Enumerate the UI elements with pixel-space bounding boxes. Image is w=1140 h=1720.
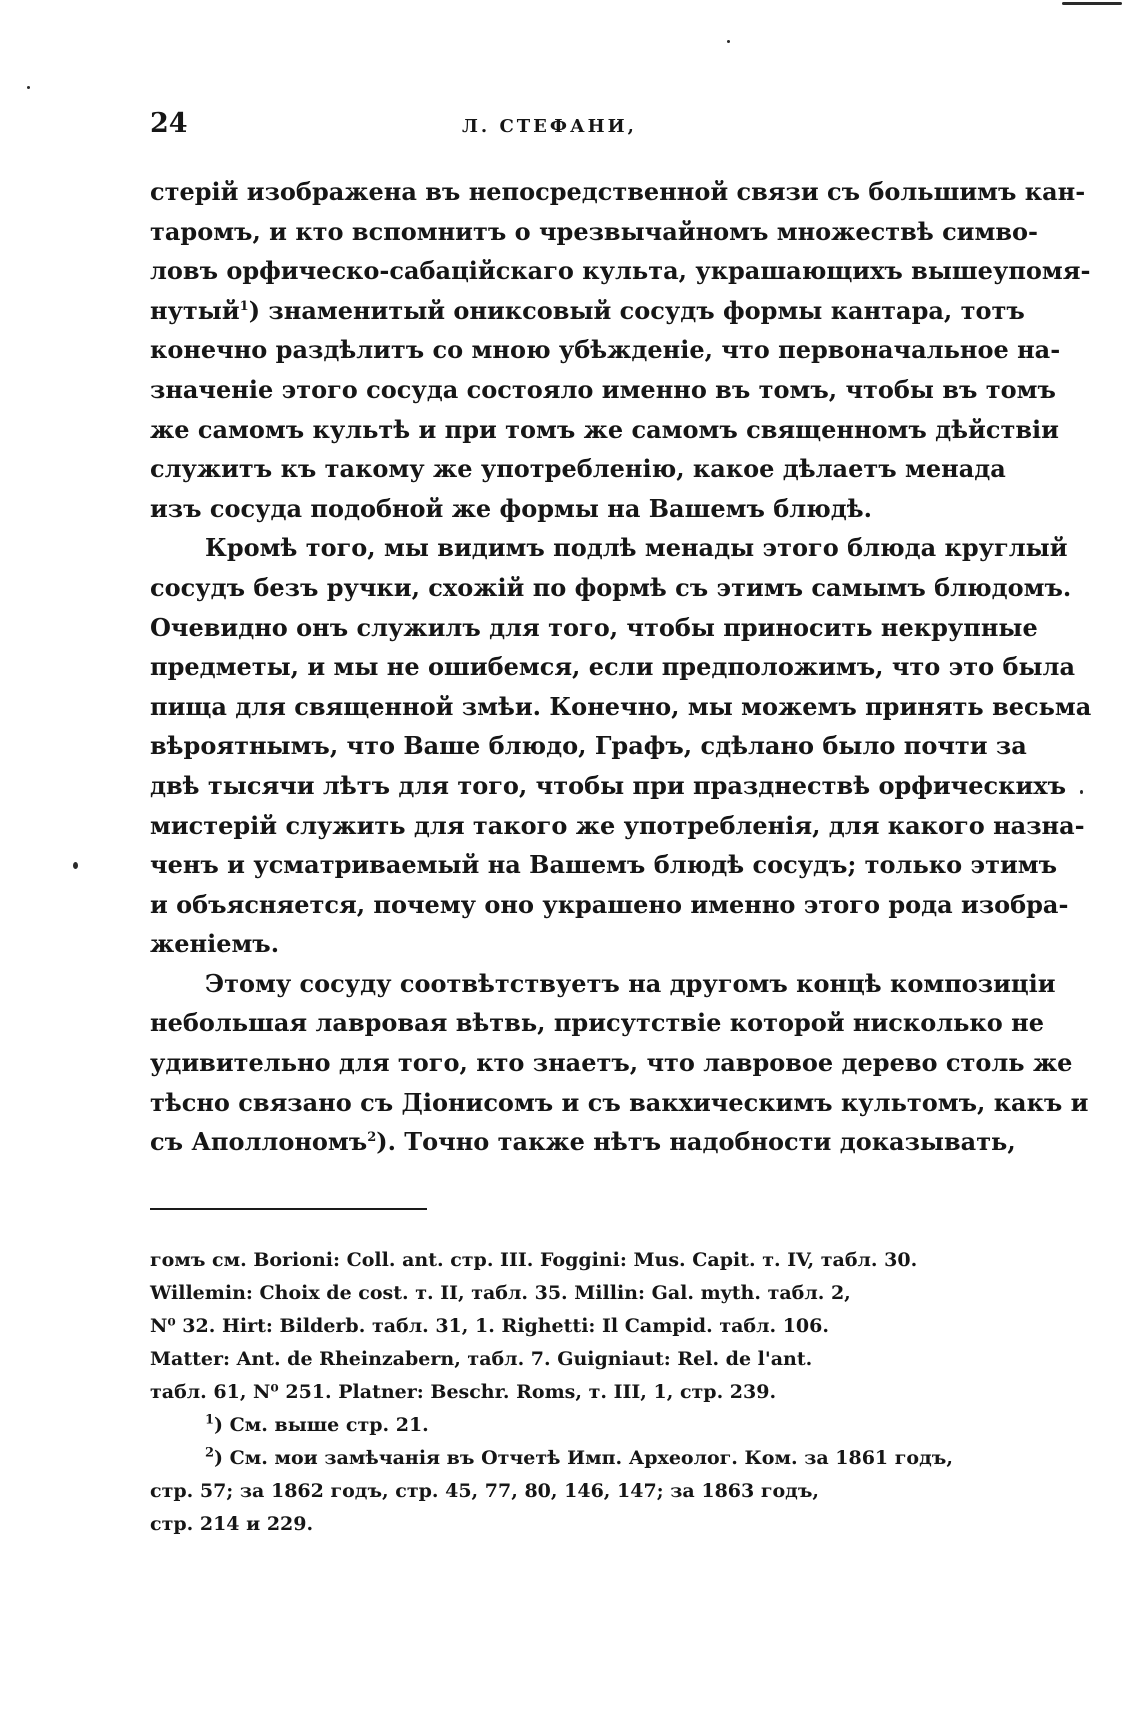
scan-speck	[1080, 790, 1083, 794]
text-line: женіемъ.	[150, 929, 280, 959]
text-fragment: ). Точно также нѣтъ надобности доказывать,	[376, 1127, 1016, 1157]
footnote-line: Willemin: Choix de cost. т. II, табл. 35. Millin: Gal. myth. табл. 2,	[150, 1282, 851, 1304]
text-line: и объясняется, почему оно украшено именно этого рода изобра-	[150, 889, 1069, 919]
text-fragment: ) знаменитый ониксовый сосудъ формы кантара, тотъ	[248, 295, 1025, 325]
footnote-text: ) См. мои замѣчанія въ Отчетѣ Имп. Археолог. Ком. за 1861 годъ,	[214, 1447, 953, 1469]
page-number: 24	[150, 108, 188, 139]
footnote-reference-1: 1	[239, 298, 249, 314]
footnote-2	[150, 1442, 984, 1475]
text-line: вѣроятнымъ, что Ваше блюдо, Графъ, сдѣлано было почти за	[150, 731, 1027, 761]
page-header	[150, 108, 980, 148]
text-line: ченъ и усматриваемый на Вашемъ блюдѣ сосудъ; только этимъ	[150, 850, 1058, 880]
footnotes	[150, 1244, 984, 1541]
text-line: удивительно для того, кто знаетъ, что лавровое дерево столь же	[150, 1048, 1073, 1078]
text-line: тѣсно связано съ Діонисомъ и съ вакхическимъ культомъ, какъ и	[150, 1087, 1089, 1117]
scan-speck	[727, 40, 730, 43]
text-line	[150, 291, 1025, 331]
footnote-1	[150, 1409, 984, 1442]
footnote-line: табл. 61, N⁰ 251. Platner: Beschr. Roms, т. III, 1, стр. 239.	[150, 1381, 777, 1403]
scan-speck	[73, 862, 78, 869]
text-line: же самомъ культѣ и при томъ же самомъ священномъ дѣйствіи	[150, 414, 1059, 444]
scan-speck	[27, 86, 30, 89]
footnote-line: стр. 57; за 1862 годъ, стр. 45, 77, 80, 146, 147; за 1863 годъ,	[150, 1480, 820, 1502]
text-line: конечно раздѣлитъ со мною убѣжденіе, что первоначальное на-	[150, 335, 1061, 365]
body-text	[150, 172, 1092, 1162]
text-line: изъ сосуда подобной же формы на Вашемъ блюдѣ.	[150, 493, 873, 523]
footnote-separator	[150, 1208, 427, 1210]
footnote-marker: 1	[205, 1412, 215, 1428]
footnote-line: N⁰ 32. Hirt: Bilderb. табл. 31, 1. Righetti: Il Campid. табл. 106.	[150, 1315, 829, 1337]
text-fragment: нутый	[150, 295, 240, 325]
text-line: сосудъ безъ ручки, схожій по формѣ съ этимъ самымъ блюдомъ.	[150, 572, 1072, 602]
text-line: мистерій служить для такого же употребленія, для какого назна-	[150, 810, 1085, 840]
text-line: служитъ къ такому же употребленію, какое дѣлаетъ менада	[150, 454, 1006, 484]
paragraph-start: Этому сосуду соотвѣтствуетъ на другомъ концѣ композиціи	[205, 968, 1056, 998]
footnote-line: гомъ см. Borioni: Coll. ant. стр. III. Foggini: Mus. Capit. т. IV, табл. 30.	[150, 1249, 918, 1271]
footnote-text: ) См. выше стр. 21.	[214, 1414, 429, 1436]
text-line: пища для священной змѣи. Конечно, мы можемъ принять весьма	[150, 691, 1092, 721]
footnote-marker: 2	[205, 1445, 215, 1461]
text-line: небольшая лавровая вѣтвь, присутствіе которой нисколько не	[150, 1008, 1044, 1038]
paragraph-start: Кромѣ того, мы видимъ подлѣ менады этого блюда круглый	[205, 533, 1068, 563]
text-line	[150, 1122, 1016, 1162]
footnote-line: стр. 214 и 229.	[150, 1513, 314, 1535]
text-line: двѣ тысячи лѣтъ для того, чтобы при празднествѣ орфическихъ	[150, 770, 1066, 800]
text-line: предметы, и мы не ошибемся, если предположимъ, что это была	[150, 652, 1076, 682]
text-line: Очевидно онъ служилъ для того, чтобы приносить некрупные	[150, 612, 1038, 642]
footnote-line: Matter: Ant. de Rheinzabern, табл. 7. Guigniaut: Rel. de l'ant.	[150, 1348, 813, 1370]
text-fragment: съ Аполлономъ	[150, 1127, 368, 1157]
text-line: таромъ, и кто вспомнитъ о чрезвычайномъ множествѣ симво-	[150, 216, 1038, 246]
running-head: Л. СТЕФАНИ,	[462, 116, 637, 137]
text-line: значеніе этого сосуда состояло именно въ томъ, чтобы въ томъ	[150, 374, 1056, 404]
text-line: ловъ орфическо-сабаційскаго культа, украшающихъ вышеупомя-	[150, 256, 1091, 286]
scan-speck	[1062, 2, 1122, 5]
text-line: стерій изображена въ непосредственной связи съ большимъ кан-	[150, 177, 1086, 206]
footnote-reference-2: 2	[367, 1130, 377, 1146]
